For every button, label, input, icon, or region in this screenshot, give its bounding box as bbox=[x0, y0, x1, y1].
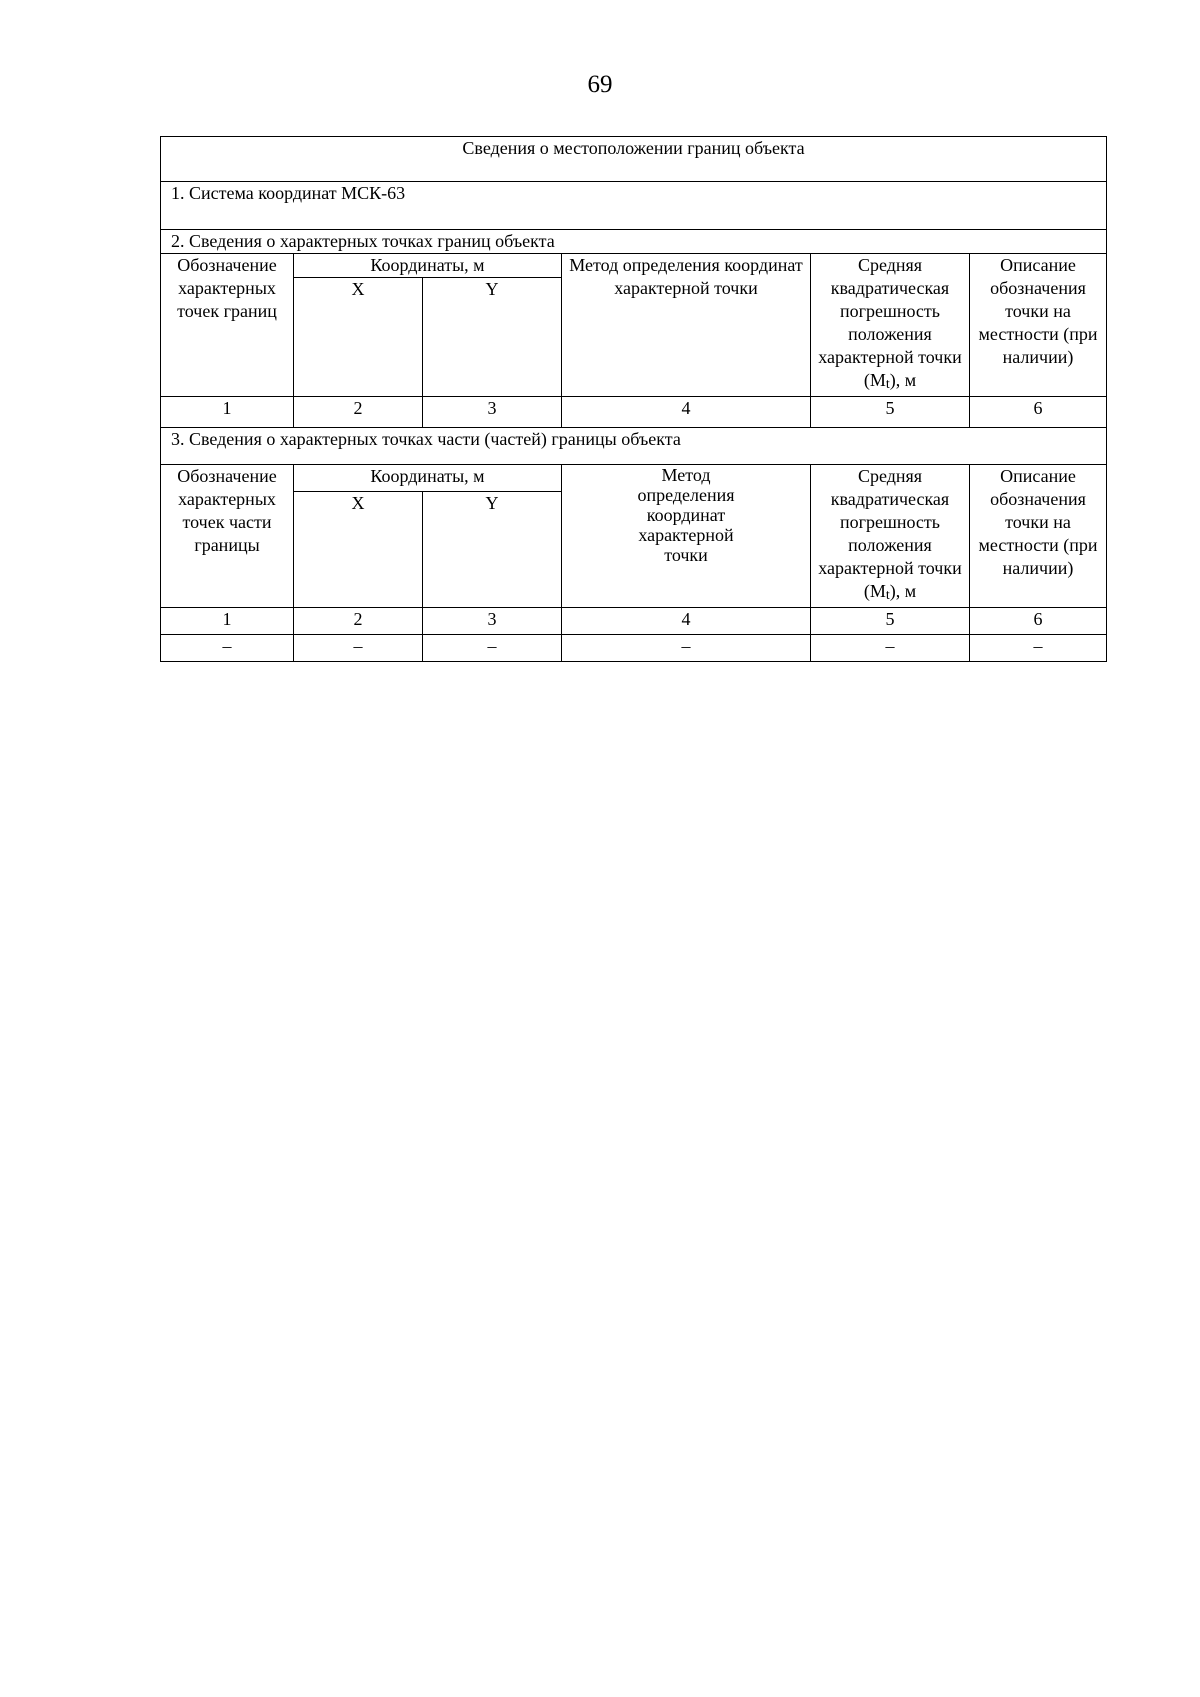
table-title-row bbox=[161, 137, 1107, 182]
section3-col-method bbox=[562, 465, 811, 608]
section3-col-error-main: Средняя квадратическая погрешность положения характерной точки (M bbox=[818, 466, 962, 601]
section3-row-cell-4: – bbox=[562, 635, 811, 662]
section3-heading-row bbox=[161, 428, 1107, 465]
section3-col-designation: Обозначение характерных точек части границы bbox=[161, 465, 294, 608]
section2-number-row bbox=[161, 397, 1107, 428]
section2-col-error-main: Средняя квадратическая погрешность положения характерной точки (M bbox=[818, 255, 962, 390]
page-number: 69 bbox=[587, 71, 613, 98]
section2-heading: 2. Сведения о характерных точках границ объекта bbox=[161, 230, 1107, 254]
section3-col-error-sub: t bbox=[885, 588, 890, 603]
section2-num-4: 4 bbox=[562, 397, 811, 428]
section3-row-cell-2: – bbox=[294, 635, 423, 662]
section2-col-error-tail: ), м bbox=[889, 370, 917, 390]
section2-num-3: 3 bbox=[423, 397, 562, 428]
section2-col-coords-group: Координаты, м bbox=[294, 254, 562, 278]
section3-col-coords-group: Координаты, м bbox=[294, 465, 562, 492]
section2-col-method: Метод определения координат характерной точки bbox=[562, 254, 811, 397]
table-row bbox=[161, 635, 1107, 662]
section3-number-row bbox=[161, 608, 1107, 635]
section2-num-6: 6 bbox=[970, 397, 1107, 428]
section3-col-error-tail: ), м bbox=[889, 581, 917, 601]
section2-num-5: 5 bbox=[811, 397, 970, 428]
section3-row-cell-1: – bbox=[161, 635, 294, 662]
section3-num-3: 3 bbox=[423, 608, 562, 635]
section3-num-1: 1 bbox=[161, 608, 294, 635]
section3-col-description: Описание обозначения точки на местности (при наличии) bbox=[970, 465, 1107, 608]
section3-col-error bbox=[811, 465, 970, 608]
section2-col-description: Описание обозначения точки на местности (при наличии) bbox=[970, 254, 1107, 397]
section2-col-error-sub: t bbox=[885, 377, 890, 392]
section3-row-cell-5: – bbox=[811, 635, 970, 662]
section3-col-y: Y bbox=[423, 491, 562, 607]
section2-col-designation: Обозначение характерных точек границ bbox=[161, 254, 294, 397]
coord-system-row bbox=[161, 182, 1107, 230]
boundary-info-table bbox=[160, 136, 1107, 662]
section3-num-6: 6 bbox=[970, 608, 1107, 635]
section3-heading: 3. Сведения о характерных точках части (частей) границы объекта bbox=[161, 428, 1107, 465]
section3-col-x: X bbox=[294, 491, 423, 607]
section3-num-5: 5 bbox=[811, 608, 970, 635]
section3-col-method-text: Метод определения координат характерной точки bbox=[637, 465, 735, 565]
section3-row-cell-3: – bbox=[423, 635, 562, 662]
section3-row-cell-6: – bbox=[970, 635, 1107, 662]
table-title: Сведения о местоположении границ объекта bbox=[161, 137, 1107, 182]
section2-num-1: 1 bbox=[161, 397, 294, 428]
section2-num-2: 2 bbox=[294, 397, 423, 428]
section2-col-error bbox=[811, 254, 970, 397]
section3-num-2: 2 bbox=[294, 608, 423, 635]
section2-col-y: Y bbox=[423, 278, 562, 397]
section3-header-row bbox=[161, 465, 1107, 492]
section2-heading-row bbox=[161, 230, 1107, 254]
section3-num-4: 4 bbox=[562, 608, 811, 635]
section2-header-row bbox=[161, 254, 1107, 278]
section2-col-x: X bbox=[294, 278, 423, 397]
coord-system-label: 1. Система координат МСК-63 bbox=[161, 182, 1107, 230]
